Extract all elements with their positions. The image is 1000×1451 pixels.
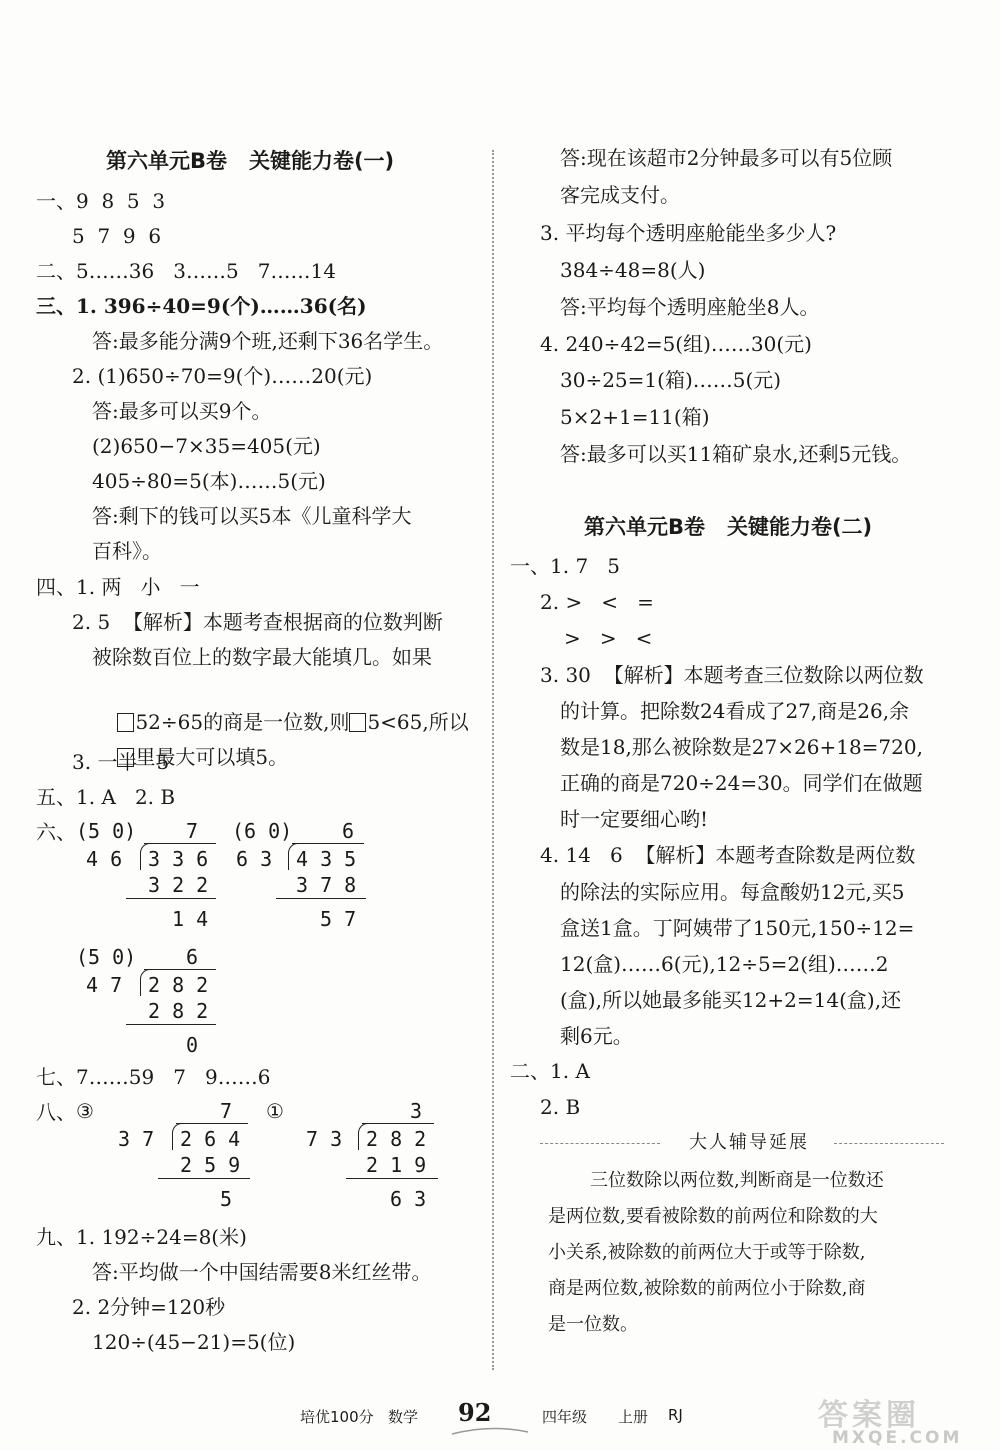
answer-line: 4. 240÷42=5(组)……30(元)	[540, 332, 812, 356]
answer-line: 2. > < =	[540, 590, 654, 614]
answer-line: 三、1. 396÷40=9(个)……36(名)	[36, 294, 367, 318]
footer-subject: 数学	[388, 1408, 419, 1426]
answer-line: 30÷25=1(箱)……5(元)	[560, 368, 782, 392]
answer-line: 一、1. 7 5	[510, 554, 620, 578]
answer-line: 六、	[36, 820, 76, 844]
answer-line: 九、1. 192÷24=8(米)	[36, 1225, 247, 1249]
extension-line: 商是两位数,被除数的前两位小于除数,商	[548, 1278, 866, 1299]
answer-line: 3. 一半 5	[72, 750, 170, 774]
answer-line: 答:现在该超市2分钟最多可以有5位顾	[560, 146, 893, 170]
swoosh-icon	[450, 1424, 530, 1438]
watermark-logo: 答案圈 MXQE.COM	[818, 1398, 963, 1448]
answer-line: 3. 30 【解析】本题考查三位数除以两位数	[540, 663, 924, 687]
extension-title: 大人辅导延展	[689, 1132, 809, 1153]
answer-line: 5 7 9 6	[72, 224, 162, 248]
answer-line: 二、1. A	[510, 1059, 590, 1083]
answer-line: 盒送1盒。丁阿姨带了150元,150÷12=	[560, 916, 915, 940]
blank-box	[349, 713, 366, 732]
answer-line: 384÷48=8(人)	[560, 258, 706, 282]
answer-line: 2. 5 【解析】本题考查根据商的位数判断	[72, 610, 443, 634]
answer-line: 3. 平均每个透明座舱能坐多少人?	[540, 221, 837, 245]
footer-edition: RJ	[668, 1406, 683, 1424]
answer-line: 一、9 8 5 3	[36, 189, 166, 213]
footer-grade: 四年级	[542, 1408, 588, 1426]
answer-line: 答:最多可以买11箱矿泉水,还剩5元钱。	[560, 442, 912, 466]
answer-line: 客完成支付。	[560, 183, 680, 207]
answer-line: 时一定要细心哟!	[560, 807, 709, 831]
page-number: 92	[458, 1398, 492, 1427]
answer-line: (2)650−7×35=405(元)	[92, 434, 321, 458]
answer-line: 2. 2分钟=120秒	[72, 1295, 226, 1319]
answer-line: 405÷80=5(本)……5(元)	[92, 469, 326, 493]
extension-line: 小关系,被除数的前两位大于或等于除数,	[548, 1242, 866, 1263]
answer-line: 五、1. A 2. B	[36, 785, 176, 809]
section-title-1: 第六单元B卷 关键能力卷(一)	[106, 149, 395, 173]
answer-line: 数是18,那么被除数是27×26+18=720,	[560, 735, 923, 759]
answer-line: 二、5……36 3……5 7……14	[36, 259, 336, 283]
answer-line: 2. B	[540, 1095, 581, 1119]
answer-line: 四、1. 两 小 一	[36, 575, 200, 599]
answer-line: 答:最多可以买9个。	[92, 399, 272, 423]
extension-line: 是两位数,要看被除数的前两位和除数的大	[548, 1206, 878, 1227]
answer-line: 正确的商是720÷24=30。同学们在做题	[560, 771, 923, 795]
answer-line: 里最大可以填5。	[92, 712, 288, 802]
section-title-2: 第六单元B卷 关键能力卷(二)	[584, 515, 873, 539]
answer-line: 120÷(45−21)=5(位)	[92, 1330, 296, 1354]
answer-line: 被除数百位上的数字最大能填几。如果	[92, 645, 432, 669]
answer-line: 52÷65的商是一位数,则 5<65,所以	[92, 677, 469, 767]
answer-line: 2. (1)650÷70=9(个)……20(元)	[72, 364, 373, 388]
extension-line: 是一位数。	[548, 1314, 638, 1335]
answer-line: (盒),所以她最多能买12+2=14(盒),还	[560, 988, 902, 1012]
answer-line: > > <	[564, 626, 653, 650]
answer-line: 的计算。把除数24看成了27,商是26,余	[560, 699, 910, 723]
answer-line: 答:最多能分满9个班,还剩下36名学生。	[92, 329, 444, 353]
extension-line: 三位数除以两位数,判断商是一位数还	[590, 1170, 884, 1191]
answer-line: 剩6元。	[560, 1024, 633, 1048]
answer-line: 百科》。	[92, 539, 162, 563]
answer-line: 答:剩下的钱可以买5本《儿童科学大	[92, 504, 412, 528]
answer-line: 八、	[36, 1100, 76, 1124]
answer-line: 七、7……59 7 9……6	[36, 1065, 271, 1089]
answer-line: 答:平均每个透明座舱坐8人。	[560, 295, 820, 319]
answer-line: 5×2+1=11(箱)	[560, 405, 710, 429]
answer-line: 4. 14 6 【解析】本题考查除数是两位数	[540, 843, 916, 867]
answer-line: 答:平均做一个中国结需要8米红丝带。	[92, 1260, 432, 1284]
answer-line: 的除法的实际应用。每盒酸奶12元,买5	[560, 880, 905, 904]
footer-book: 培优100分	[300, 1408, 374, 1426]
column-divider	[492, 150, 494, 1370]
answer-line: 12(盒)……6(元),12÷5=2(组)……2	[560, 952, 889, 976]
extension-header	[540, 1128, 840, 1158]
footer-volume: 上册	[618, 1408, 649, 1426]
